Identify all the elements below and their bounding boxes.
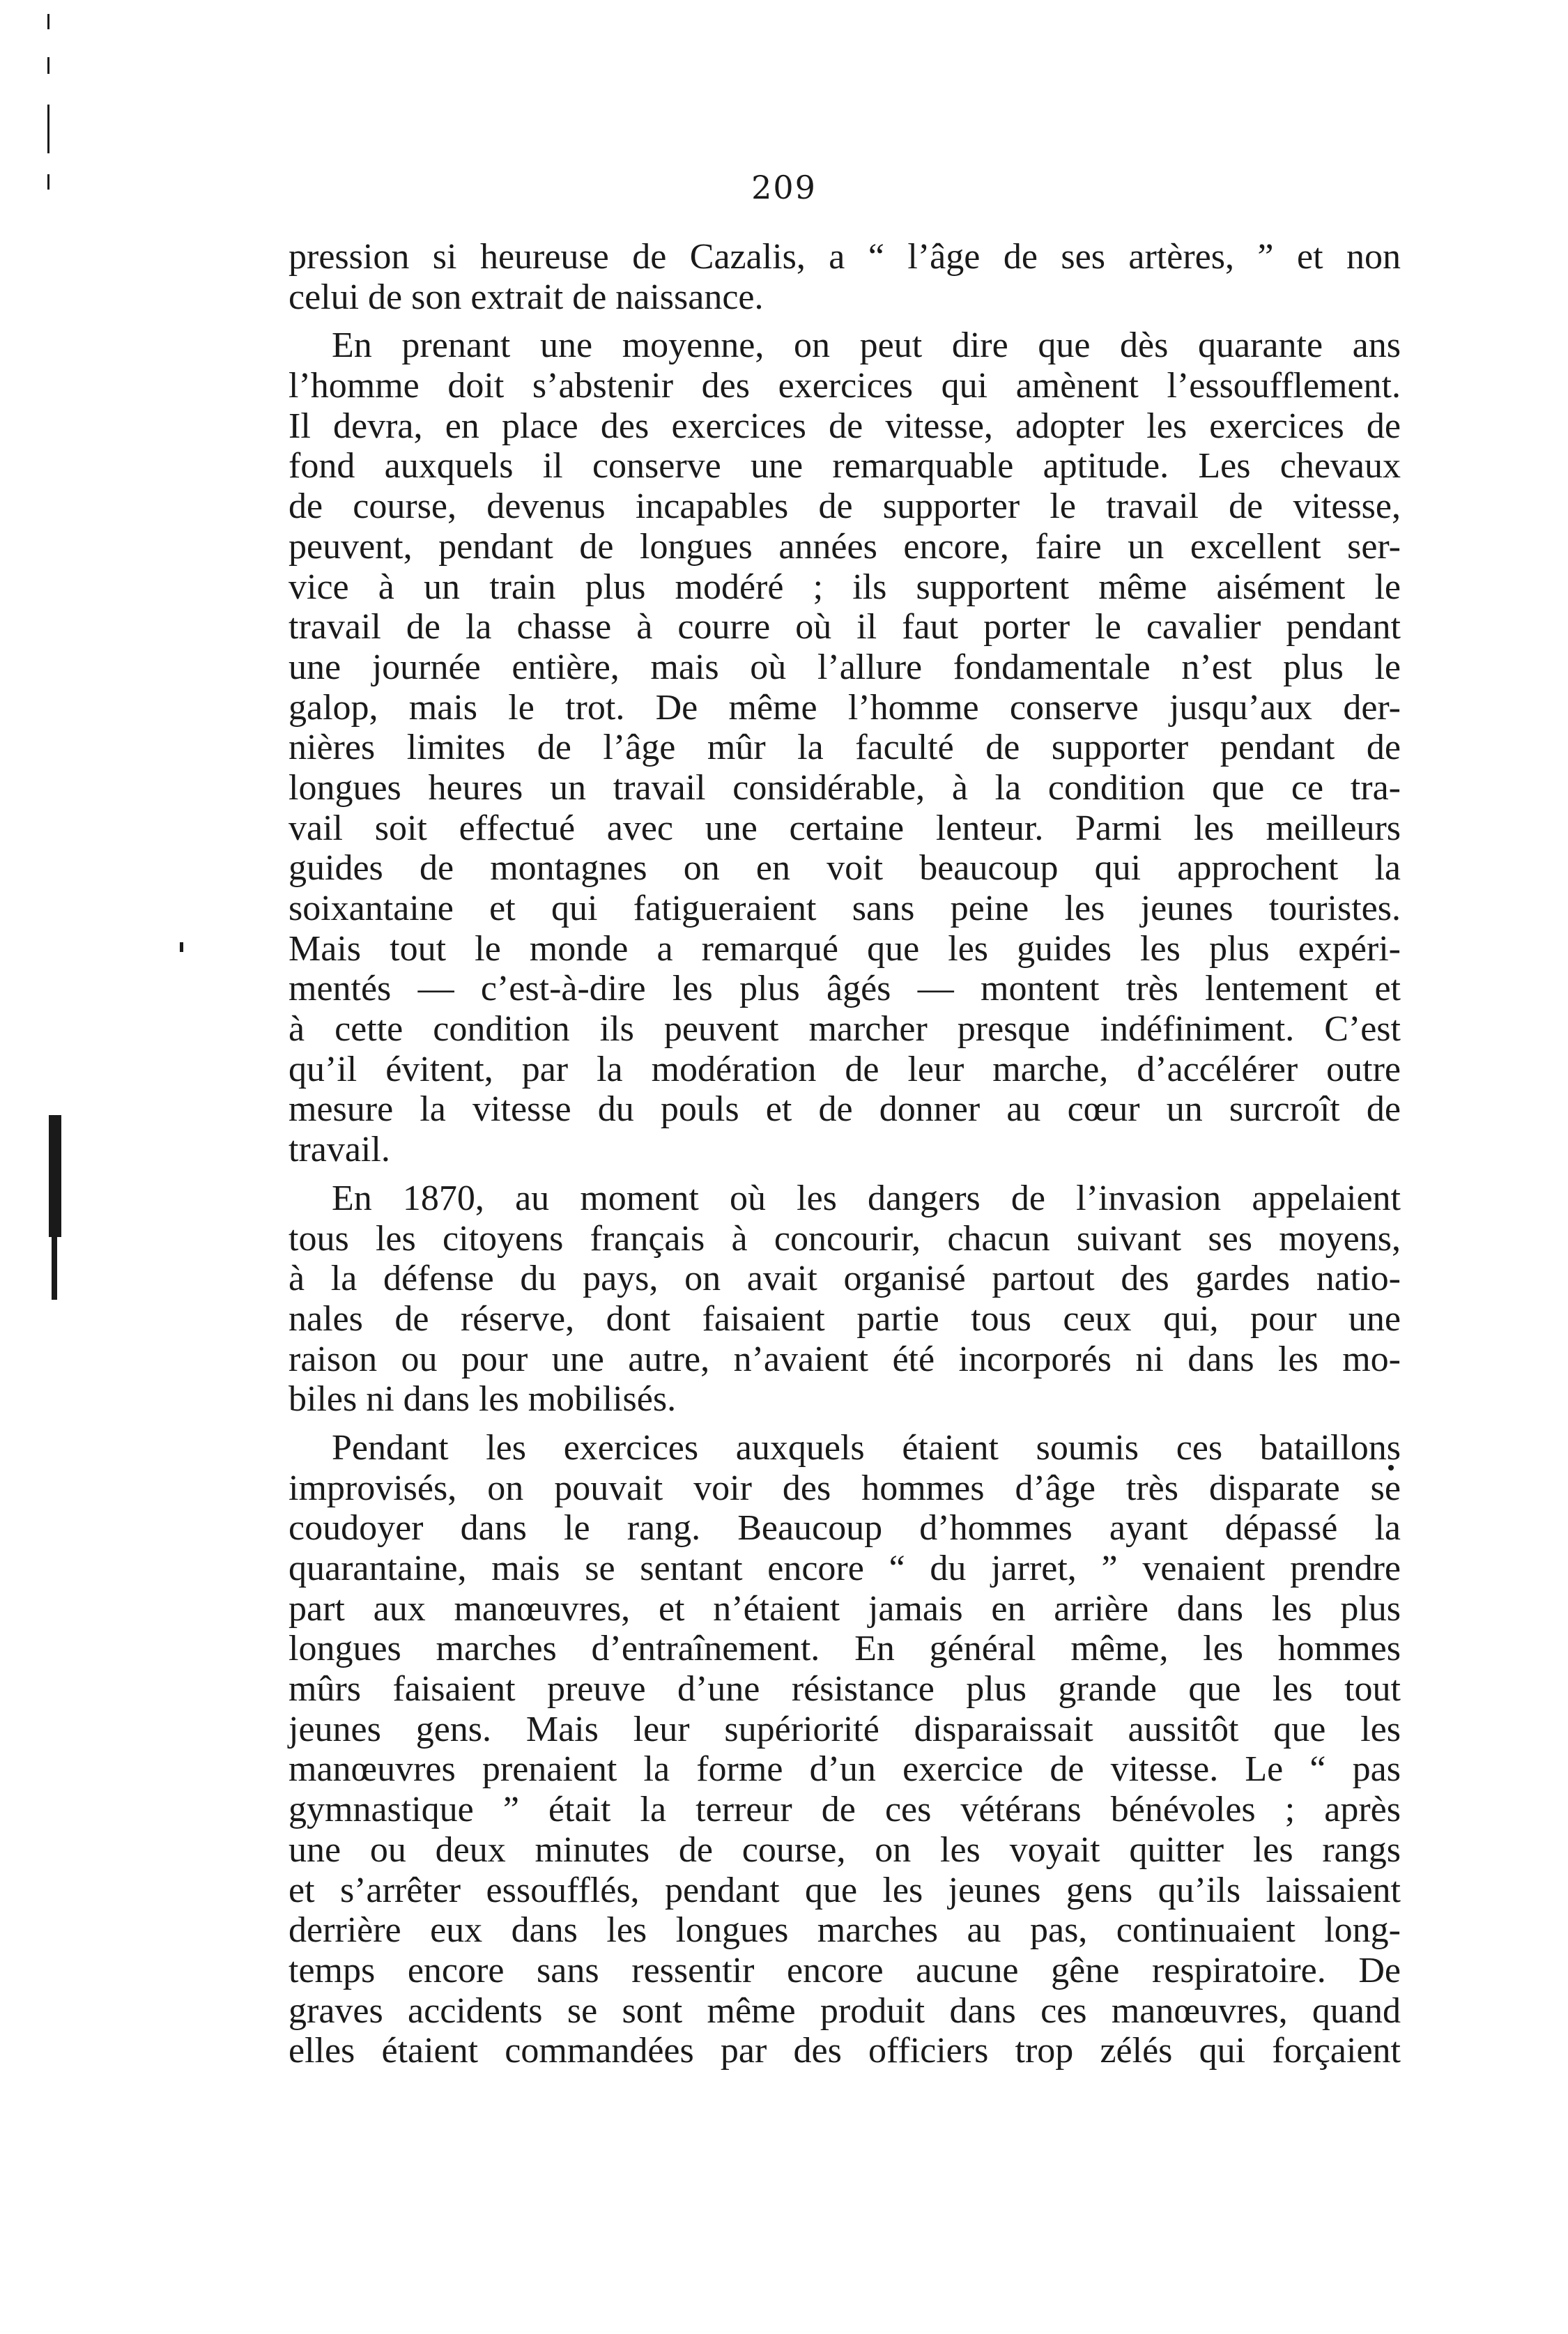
page-number: 209 xyxy=(751,169,817,206)
text-line: Mais tout le monde a remarqué que les guides les plus expéri- xyxy=(289,928,1401,969)
text-line: elles étaient commandées par des officiers trop zélés qui forçaient xyxy=(289,2031,1401,2071)
text-line: En 1870, au moment où les dangers de l’invasion appelaient xyxy=(332,1178,1401,1218)
text-line: mesure la vitesse du pouls et de donner au cœur un surcroît de xyxy=(289,1089,1401,1130)
text-line: pression si heureuse de Cazalis, a “ l’âge de ses artères, ” et non xyxy=(289,237,1401,277)
text-line: l’homme doit s’abstenir des exercices qui amènent l’essoufflement. xyxy=(289,366,1401,406)
text-line: vice à un train plus modéré ; ils supportent même aisément le xyxy=(289,567,1401,607)
text-line: guides de montagnes on en voit beaucoup qui approchent la xyxy=(289,848,1401,889)
text-line: mûrs faisaient preuve d’une résistance plus grande que les tout xyxy=(289,1669,1401,1710)
text-line: et s’arrêter essoufflés, pendant que les jeunes gens qu’ils laissaient xyxy=(289,1870,1401,1910)
text-line: longues marches d’entraînement. En général même, les hommes xyxy=(289,1629,1401,1669)
text-line: fond auxquels il conserve une remarquable aptitude. Les chevaux xyxy=(289,446,1401,486)
text-line: une journée entière, mais où l’allure fondamentale n’est plus le xyxy=(289,647,1401,687)
text-line: qu’il évitent, par la modération de leur marche, d’accélérer outre xyxy=(289,1049,1401,1089)
text-line: galop, mais le trot. De même l’homme conserve jusqu’aux der- xyxy=(289,687,1401,728)
paragraph xyxy=(289,237,1401,317)
text-line: longues heures un travail considérable, à la condition que ce tra- xyxy=(289,767,1401,808)
text-line: graves accidents se sont même produit dans ces manœuvres, quand xyxy=(289,1990,1401,2031)
text-line: derrière eux dans les longues marches au pas, continuaient long- xyxy=(289,1910,1401,1951)
paragraph xyxy=(289,325,1401,1169)
text-line: mentés — c’est-à-dire les plus âgés — montent très lentement et xyxy=(289,969,1401,1009)
text-line: soixantaine et qui fatigueraient sans peine les jeunes touristes. xyxy=(289,889,1401,928)
paragraph xyxy=(289,1178,1401,1420)
text-line: à la défense du pays, on avait organisé partout des gardes natio- xyxy=(289,1259,1401,1299)
text-line: nières limites de l’âge mûr la faculté de supporter pendant de xyxy=(289,728,1401,768)
text-line: celui de son extrait de naissance. xyxy=(289,277,764,317)
text-line: raison ou pour une autre, n’avaient été incorporés ni dans les mo- xyxy=(289,1339,1401,1379)
text-line: une ou deux minutes de course, on les voyait quitter les rangs xyxy=(289,1829,1401,1870)
text-line: improvisés, on pouvait voir des hommes d’âge très disparate se xyxy=(289,1468,1401,1508)
text-line: travail. xyxy=(289,1130,390,1170)
paragraph xyxy=(289,1428,1401,2071)
text-line: nales de réserve, dont faisaient partie tous ceux qui, pour une xyxy=(289,1298,1401,1339)
text-line: part aux manœuvres, et n’étaient jamais en arrière dans les plus xyxy=(289,1588,1401,1629)
text-line: Il devra, en place des exercices de vitesse, adopter les exercices de xyxy=(289,406,1401,446)
text-line: Pendant les exercices auxquels étaient soumis ces bataillons xyxy=(332,1427,1401,1468)
text-line: travail de la chasse à courre où il faut porter le cavalier pendant xyxy=(289,607,1401,647)
text-line: En prenant une moyenne, on peut dire que dès quarante ans xyxy=(332,325,1401,366)
text-line: biles ni dans les mobilisés. xyxy=(289,1379,677,1420)
text-line: jeunes gens. Mais leur supériorité disparaissait aussitôt que les xyxy=(289,1709,1401,1749)
text-line: à cette condition ils peuvent marcher presque indéfiniment. C’est xyxy=(289,1009,1401,1050)
text-line: coudoyer dans le rang. Beaucoup d’hommes ayant dépassé la xyxy=(289,1508,1401,1549)
text-line: peuvent, pendant de longues années encore, faire un excellent ser- xyxy=(289,526,1401,567)
text-line: temps encore sans ressentir encore aucune gêne respiratoire. De xyxy=(289,1950,1401,1990)
text-line: gymnastique ” était la terreur de ces vétérans bénévoles ; après xyxy=(289,1790,1401,1830)
text-line: tous les citoyens français à concourir, chacun suivant ses moyens, xyxy=(289,1218,1401,1259)
text-line: quarantaine, mais se sentant encore “ du jarret, ” venaient prendre xyxy=(289,1549,1401,1588)
margin-dot xyxy=(180,942,183,952)
text-line: de course, devenus incapables de supporter le travail de vitesse, xyxy=(289,486,1401,527)
body-text xyxy=(289,237,1401,2071)
text-line: vail soit effectué avec une certaine lenteur. Parmi les meilleurs xyxy=(289,808,1401,848)
text-line: manœuvres prenaient la forme d’un exercice de vitesse. Le “ pas xyxy=(289,1749,1401,1790)
